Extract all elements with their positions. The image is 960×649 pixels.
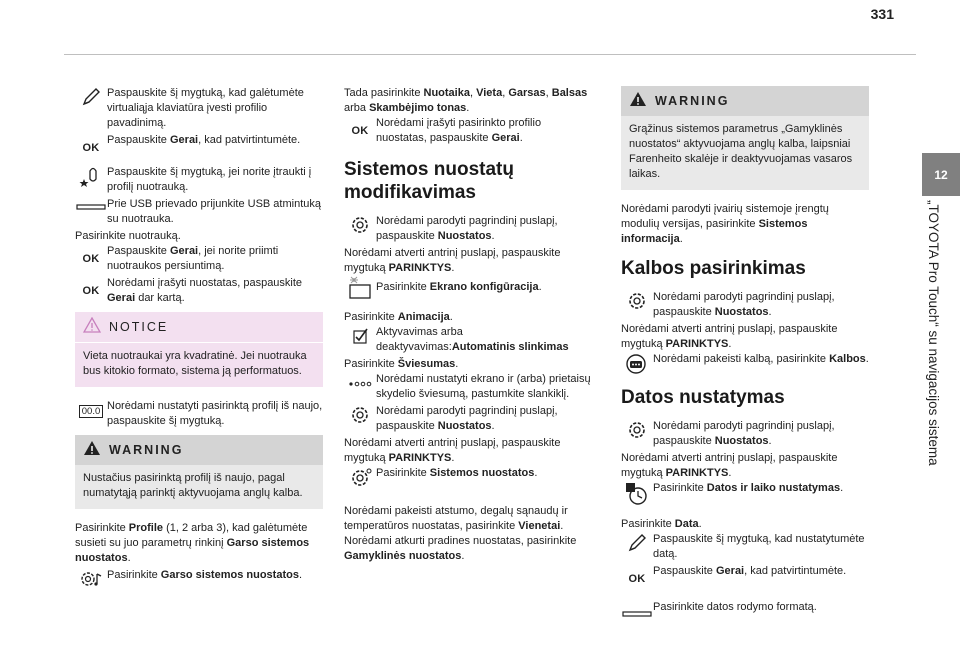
settings-gear-icon xyxy=(344,214,376,238)
settings-gear-icon xyxy=(621,419,653,443)
date-time-icon xyxy=(621,481,653,505)
icon-row xyxy=(75,133,323,157)
checkbox-icon[interactable] xyxy=(344,325,376,349)
icon-row xyxy=(621,532,869,562)
language-icon xyxy=(621,352,653,376)
settings-gear-icon xyxy=(344,404,376,428)
text: Norėdami atverti antrinį puslapį, paspauskite mygtuką PARINKTYS. xyxy=(621,323,838,350)
icon-row xyxy=(344,325,592,355)
text: Pasirinkite Garso sistemos nuostatos. xyxy=(107,569,303,581)
text: Pasirinkite Profile (1, 2 arba 3), kad galėtumėte susieti su juo parametrų rinkinį Garso sistemos nuostatos. xyxy=(75,522,310,564)
pencil-icon xyxy=(621,532,653,556)
text: Norėdami atkurti pradines nuostatas, pasirinkite Gamyklinės nuostatos. xyxy=(344,535,577,562)
icon-row xyxy=(75,165,323,195)
text: Paspauskite šį mygtuką, kad galėtumėte virtualiąja klaviatūra įvesti profilio pavadinimą. xyxy=(107,87,304,129)
text: Norėdami nustatyti ekrano ir (arba) prietaisų skydelio šviesumą, pastumkite slankiklį. xyxy=(376,373,591,400)
ok-icon: OK xyxy=(82,142,100,154)
text: Norėdami įrašyti pasirinkto profilio nuostatas, paspauskite Gerai. xyxy=(376,117,542,144)
page-number: 331 xyxy=(870,6,894,22)
brightness-slider-icon[interactable] xyxy=(344,372,376,396)
icon-row xyxy=(344,276,592,300)
text: Paspauskite Gerai, kad patvirtintumėte. xyxy=(653,565,847,577)
icon-row xyxy=(621,352,869,376)
chapter-title: „TOYOTA Pro Touch“ su navigacijos sistema xyxy=(926,200,941,466)
format-bar-icon xyxy=(621,600,653,624)
icon-row xyxy=(75,276,323,306)
text: Pasirinkite Ekrano konfigūracija. xyxy=(376,281,542,293)
warning-title: WARNING xyxy=(109,442,184,457)
section-title: Sistemos nuostatų modifikavimas xyxy=(344,159,514,203)
text: Paspauskite Gerai, jei norite priimti nuotraukos persiuntimą. xyxy=(107,245,279,272)
settings-gear-icon xyxy=(621,290,653,314)
section-title: Kalbos pasirinkimas xyxy=(621,258,806,279)
warning-icon xyxy=(629,91,647,112)
usb-icon xyxy=(75,197,107,221)
icon-row xyxy=(621,290,869,320)
icon-row xyxy=(75,244,323,274)
icon-row xyxy=(75,399,323,429)
ok-icon: OK xyxy=(82,253,100,265)
reset-icon: 00.0 xyxy=(75,399,107,423)
text: Norėdami parodyti pagrindinį puslapį, paspauskite Nuostatos. xyxy=(376,405,558,432)
icon-row xyxy=(621,564,869,588)
column-1 xyxy=(75,86,323,594)
column-2 xyxy=(344,86,592,564)
screen-config-icon xyxy=(344,276,376,300)
text: Pasirinkite Data. xyxy=(621,518,702,530)
text: Norėdami pakeisti atstumo, degalų sąnaudų ir temperatūros nuostatas, pasirinkite Vienetai. xyxy=(344,505,568,532)
ok-icon: OK xyxy=(351,125,369,137)
column-3 xyxy=(621,86,869,626)
notice-title: NOTICE xyxy=(109,319,169,334)
text: Paspauskite šį mygtuką, kad nustatytumėte datą. xyxy=(653,533,865,560)
text: Norėdami parodyti pagrindinį puslapį, paspauskite Nuostatos. xyxy=(376,215,558,242)
icon-row xyxy=(75,197,323,227)
warning-body: Nustačius pasirinktą profilį iš naujo, pagal numatytąją parinktį aktyvuojama anglų kalba. xyxy=(83,472,303,499)
text: Aktyvavimas arba deaktyvavimas:Automatinis slinkimas xyxy=(376,326,569,353)
warning-title: WARNING xyxy=(655,93,730,108)
notice-body: Vieta nuotraukai yra kvadratinė. Jei nuotrauka bus kitokio formato, sistema ją performatuos. xyxy=(83,350,307,377)
text: Pasirinkite Sistemos nuostatos. xyxy=(376,467,538,479)
ok-icon: OK xyxy=(82,285,100,297)
text: Norėdami atverti antrinį puslapį, paspauskite mygtuką PARINKTYS. xyxy=(344,437,561,464)
notice-icon xyxy=(83,317,101,338)
text: Norėdami pakeisti kalbą, pasirinkite Kalbos. xyxy=(653,353,869,365)
text: Paspauskite Gerai, kad patvirtintumėte. xyxy=(107,134,301,146)
icon-row xyxy=(344,372,592,402)
text: Norėdami atverti antrinį puslapį, paspauskite mygtuką PARINKTYS. xyxy=(344,247,561,274)
icon-row xyxy=(621,419,869,449)
text: Norėdami parodyti įvairių sistemoje įrengtų modulių versijas, pasirinkite Sistemos informacija. xyxy=(621,203,829,245)
text: Paspauskite šį mygtuką, jei norite įtraukti į profilį nuotrauką. xyxy=(107,166,312,193)
text: Norėdami parodyti pagrindinį puslapį, paspauskite Nuostatos. xyxy=(653,420,835,447)
text: Norėdami nustatyti pasirinktą profilį iš naujo, paspauskite šį mygtuką. xyxy=(107,400,323,427)
text: Norėdami įrašyti nuostatas, paspauskite Gerai dar kartą. xyxy=(107,277,303,304)
header-rule xyxy=(64,54,916,55)
text: Prie USB prievado prijunkite USB atmintuką su nuotrauka. xyxy=(107,198,321,225)
icon-row xyxy=(621,481,869,505)
warning-icon xyxy=(83,440,101,461)
system-settings-icon xyxy=(344,466,376,490)
add-photo-icon xyxy=(75,165,107,189)
text: Tada pasirinkite Nuotaika, Vieta, Garsas, Balsas arba Skambėjimo tonas. xyxy=(344,87,588,114)
text: Pasirinkite nuotrauką. xyxy=(75,230,181,242)
icon-row xyxy=(75,86,323,131)
chapter-tab[interactable]: 12 xyxy=(922,153,960,196)
icon-row xyxy=(344,116,592,146)
icon-row xyxy=(621,600,869,624)
section-title: Datos nustatymas xyxy=(621,387,785,408)
text: Pasirinkite Datos ir laiko nustatymas. xyxy=(653,482,844,494)
pencil-icon xyxy=(75,86,107,110)
icon-row xyxy=(344,404,592,434)
text: Pasirinkite Animacija. xyxy=(344,311,453,323)
text: Norėdami atverti antrinį puslapį, paspauskite mygtuką PARINKTYS. xyxy=(621,452,838,479)
text: Pasirinkite Šviesumas. xyxy=(344,358,459,370)
icon-row xyxy=(344,466,592,490)
warning-box xyxy=(75,435,323,509)
ok-icon: OK xyxy=(628,573,646,585)
warning-box xyxy=(621,86,869,190)
text: Pasirinkite datos rodymo formatą. xyxy=(653,601,817,613)
notice-box xyxy=(75,312,323,387)
text: Norėdami parodyti pagrindinį puslapį, paspauskite Nuostatos. xyxy=(653,291,835,318)
icon-row xyxy=(344,214,592,244)
icon-row xyxy=(75,568,323,592)
warning-body: Grąžinus sistemos parametrus „Gamyklinės nuostatos“ aktyvuojama anglų kalba, laipsniai Farenheito skalėje ir deaktyvuojamas vasaros laikas. xyxy=(629,123,853,180)
audio-settings-icon xyxy=(75,568,107,592)
